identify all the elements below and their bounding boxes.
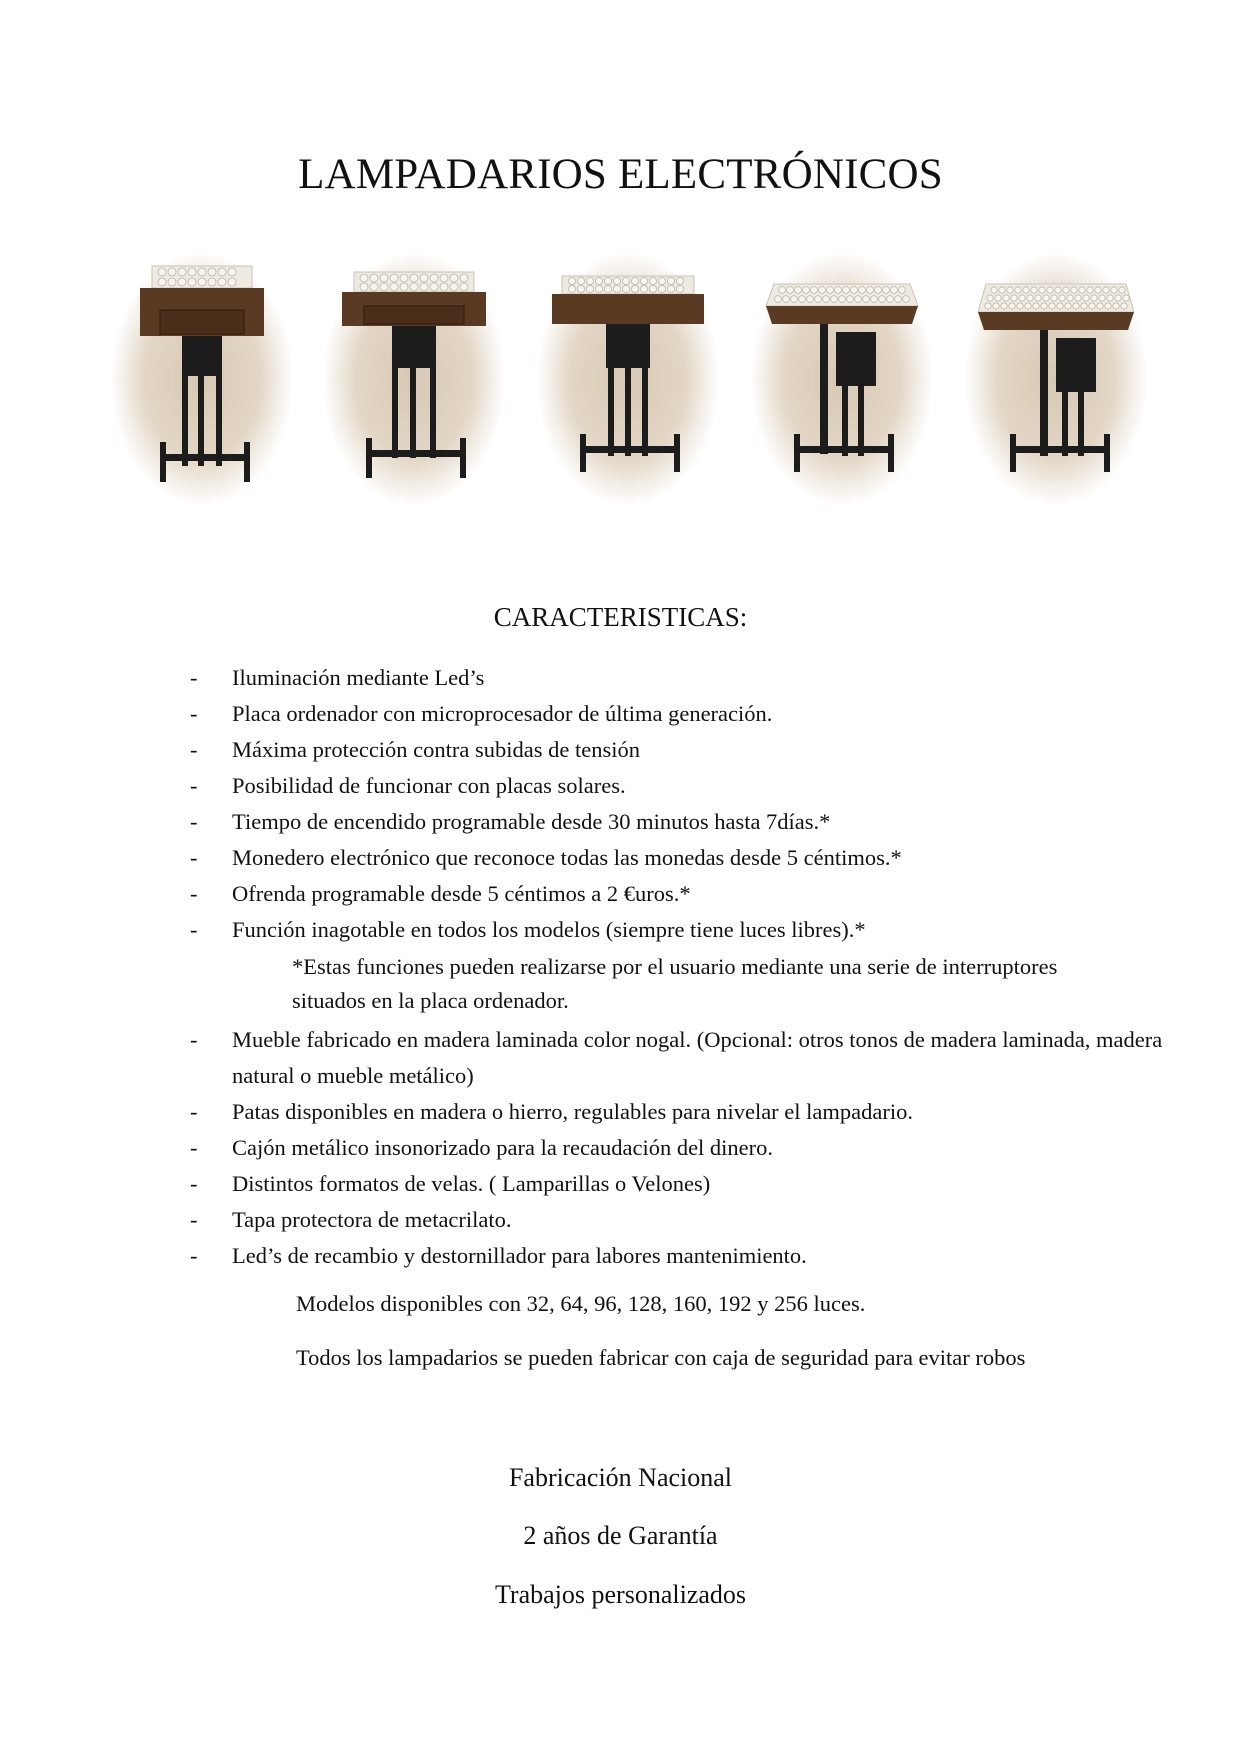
- footer-line-manufacturing: Fabricación Nacional: [508, 1463, 733, 1492]
- footnote: [190, 950, 1170, 1018]
- list-bullet: -: [190, 1135, 198, 1160]
- feature-text: Placa ordenador con microprocesador de última generación.: [232, 701, 773, 726]
- lampadario-photo-2: [324, 254, 504, 504]
- product-gallery: [0, 246, 1241, 506]
- lampadario-photo-5: [966, 254, 1146, 504]
- list-bullet: -: [190, 845, 198, 870]
- feature-item: [190, 1094, 1170, 1130]
- feature-item: [190, 840, 1170, 876]
- feature-text: Patas disponibles en madera o hierro, regulables para nivelar el lampadario.: [232, 1099, 913, 1124]
- list-bullet: -: [190, 1027, 198, 1052]
- list-bullet: -: [190, 701, 198, 726]
- list-bullet: -: [190, 917, 198, 942]
- feature-item: [190, 1166, 1170, 1202]
- feature-text: Posibilidad de funcionar con placas solares.: [232, 773, 626, 798]
- feature-item: [190, 876, 1170, 912]
- feature-item: [190, 912, 1170, 948]
- feature-text: Ofrenda programable desde 5 céntimos a 2 €uros.*: [232, 881, 691, 906]
- lampadario-photo-4: [752, 254, 932, 504]
- feature-item: [190, 768, 1170, 804]
- footer-line-custom-work: Trabajos personalizados: [494, 1580, 747, 1609]
- feature-item: [190, 732, 1170, 768]
- feature-text: Monedero electrónico que reconoce todas las monedas desde 5 céntimos.*: [232, 845, 902, 870]
- feature-item: [190, 696, 1170, 732]
- feature-text: Tiempo de encendido programable desde 30 minutos hasta 7días.*: [232, 809, 831, 834]
- feature-item: [190, 1022, 1170, 1094]
- feature-text: Mueble fabricado en madera laminada color nogal. (Opcional: otros tonos de madera laminada, madera natural o mueble metálico): [232, 1027, 1163, 1088]
- list-bullet: -: [190, 1099, 198, 1124]
- list-bullet: -: [190, 1207, 198, 1232]
- feature-item: [190, 660, 1170, 696]
- feature-item: [190, 804, 1170, 840]
- footnote-line: *Estas funciones pueden realizarse por el usuario mediante una serie de interruptores: [292, 954, 1058, 979]
- feature-text: Función inagotable en todos los modelos (siempre tiene luces libres).*: [232, 917, 866, 942]
- security-note: Todos los lampadarios se pueden fabricar con caja de seguridad para evitar robos: [296, 1345, 1026, 1370]
- feature-text: Tapa protectora de metacrilato.: [232, 1207, 512, 1232]
- features-list: [190, 660, 1170, 1274]
- feature-item: [190, 1202, 1170, 1238]
- lampadario-photo-1: [112, 254, 292, 504]
- page-title: LAMPADARIOS ELECTRÓNICOS: [298, 151, 943, 198]
- feature-item: [190, 1130, 1170, 1166]
- footnote-line: situados en la placa ordenador.: [292, 988, 569, 1013]
- feature-text: Máxima protección contra subidas de tensión: [232, 737, 641, 762]
- models-available: Modelos disponibles con 32, 64, 96, 128, 160, 192 y 256 luces.: [296, 1291, 866, 1316]
- feature-text: Iluminación mediante Led’s: [232, 665, 485, 690]
- feature-item: [190, 1238, 1170, 1274]
- lampadario-photo-3: [538, 254, 718, 504]
- features-heading: CARACTERISTICAS:: [493, 602, 748, 632]
- footer-line-warranty: 2 años de Garantía: [523, 1521, 718, 1550]
- list-bullet: -: [190, 809, 198, 834]
- feature-text: Led’s de recambio y destornillador para labores mantenimiento.: [232, 1243, 807, 1268]
- list-bullet: -: [190, 737, 198, 762]
- list-bullet: -: [190, 773, 198, 798]
- list-bullet: -: [190, 1243, 198, 1268]
- feature-text: Cajón metálico insonorizado para la recaudación del dinero.: [232, 1135, 774, 1160]
- list-bullet: -: [190, 881, 198, 906]
- list-bullet: -: [190, 665, 198, 690]
- feature-text: Distintos formatos de velas. ( Lamparillas o Velones): [232, 1171, 711, 1196]
- list-bullet: -: [190, 1171, 198, 1196]
